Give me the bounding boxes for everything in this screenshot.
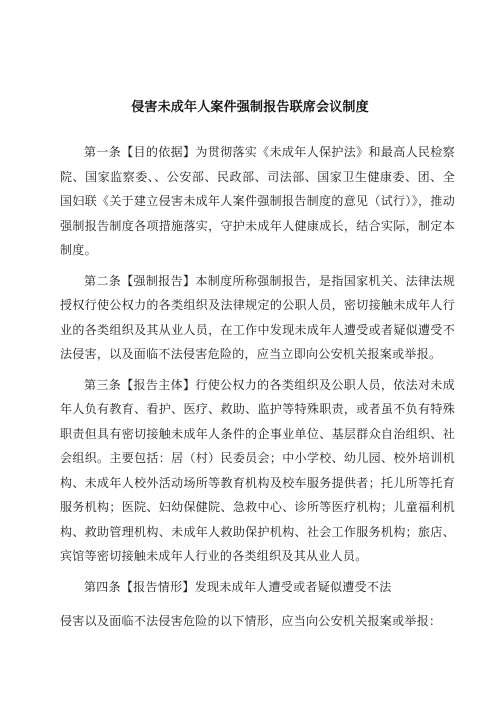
article-4-text: 发现未成年人遭受或者疑似遭受不法 <box>194 579 392 594</box>
article-3-label: 第三条【报告主体】 <box>84 377 196 392</box>
article-1 <box>60 140 455 263</box>
article-2-label: 第二条【强制报告】 <box>84 273 196 288</box>
document-body <box>60 140 455 634</box>
article-4-label: 第四条【报告情形】 <box>84 579 195 594</box>
article-1-text: 为贯彻落实《未成年人保护法》和最高人民检察院、国家监察委、、公安部、民政部、司法部、国家卫生健康委、团、全国妇联《关于建立侵害未成年人案件强制报告制度的意见（试行）》，推动强制报告制度各项措施落实，守护未成年人健康成长，结合实际，制定本制度。 <box>60 145 455 257</box>
article-1-label: 第一条【目的依据】 <box>84 145 196 159</box>
article-3 <box>60 373 455 569</box>
article-4 <box>60 575 455 600</box>
article-2 <box>60 269 455 367</box>
article-4-continuation: 侵害以及面临不法侵害危险的以下情形，应当向公安机关报案或举报： <box>60 614 442 628</box>
article-2-text: 本制度所称强制报告，是指国家机关、法律法规授权行使公权力的各类组织及法律规定的公职人员，密切接触未成年人行业的各类组织及其从业人员，在工作中发现未成年人遭受或者疑似遭受不法侵害，以及面临不法侵害危险的，应当立即向公安机关报案或举报。 <box>60 273 455 361</box>
article-3-text: 行使公权力的各类组织及公职人员，依法对未成年人负有教育、看护、医疗、救助、监护等特殊职责，或者虽不负有特殊职责但具有密切接触未成年人条件的企事业单位、基层群众自治组织、社会组织。主要包括：居（村）民委员会；中小学校、幼儿园、校外培训机构、未成年人校外活动场所等教育机构及校车服务提供者；托儿所等托育服务机构；医院、妇幼保健院、急救中心、诊所等医疗机构；儿童福利机构、救助管理机构、未成年人救助保护机构、社会工作服务机构；旅店、宾馆等密切接触未成年人行业的各类组织及其从业人员。 <box>60 377 455 563</box>
document-title: 侵害未成年人案件强制报告联席会议制度 <box>131 100 369 115</box>
